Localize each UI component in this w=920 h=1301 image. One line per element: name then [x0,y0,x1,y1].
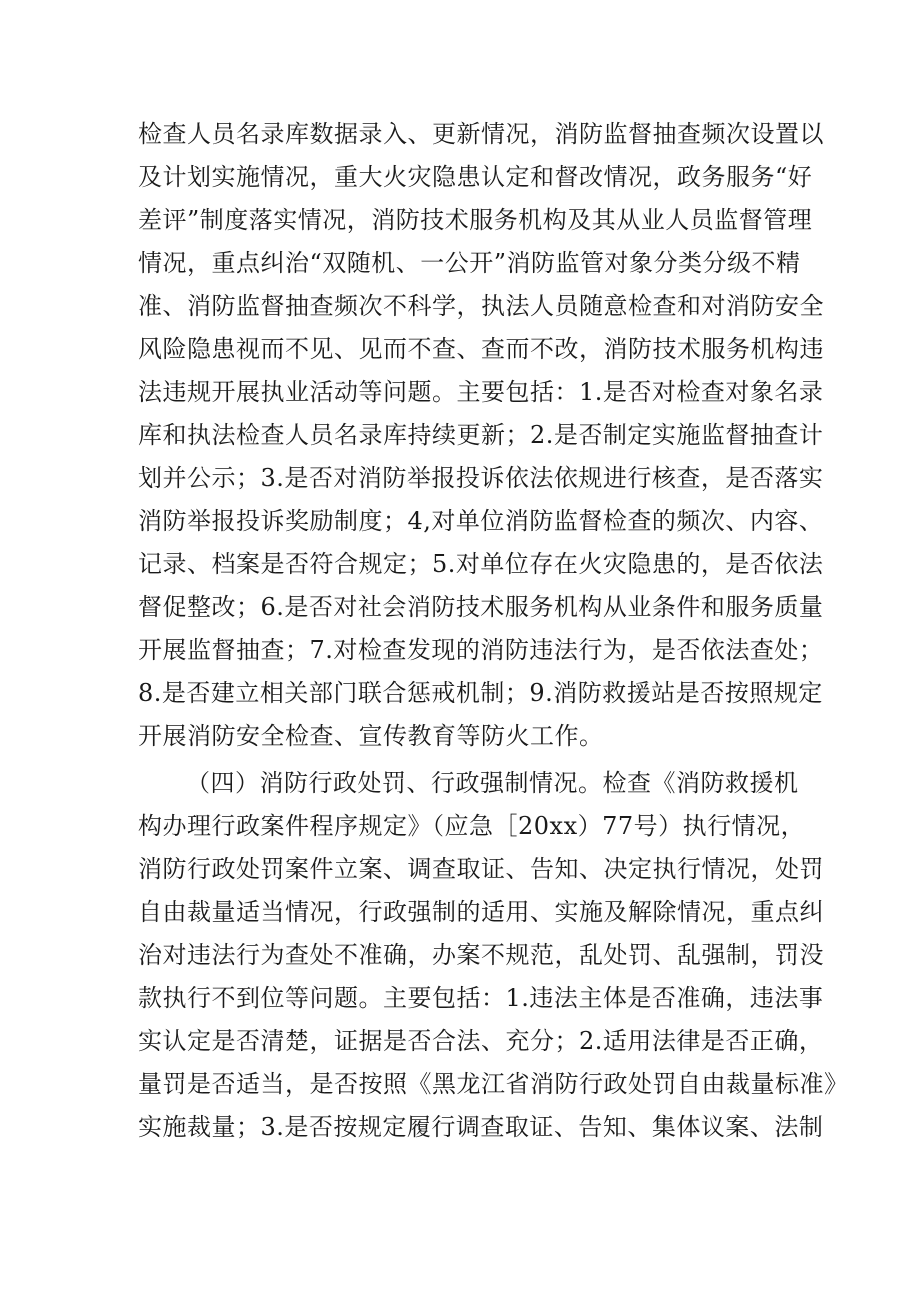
paragraph-line: 量罚是否适当，是否按照《黑龙江省消防行政处罚自由裁量标准》 [138,1070,849,1098]
paragraph-line: 差评”制度落实情况，消防技术服务机构及其从业人员监督管理 [138,206,813,234]
paragraph-line: 记录、档案是否符合规定；5.对单位存在火灾隐患的，是否依法 [138,550,824,578]
section-heading-line: （四）消防行政处罚、行政强制情况。检查《消防救援机 [186,769,799,797]
paragraph-line: 款执行不到位等问题。主要包括：1.违法主体是否准确，违法事 [138,984,824,1012]
paragraph-line: 库和执法检查人员名录库持续更新；2.是否制定实施监督抽查计 [138,421,824,449]
paragraph-line: 8.是否建立相关部门联合惩戒机制；9.消防救援站是否按照规定 [138,679,823,707]
paragraph-line: 实认定是否清楚，证据是否合法、充分；2.适用法律是否正确， [138,1027,824,1055]
paragraph-line: 准、消防监督抽查频次不科学，执法人员随意检查和对消防安全 [138,292,824,320]
paragraph-line: 开展监督抽查；7.对检查发现的消防违法行为，是否依法查处； [138,636,824,664]
paragraph-line: 情况，重点纠治“双随机、一公开”消防监管对象分类分级不精 [138,249,801,277]
paragraph-line: 消防行政处罚案件立案、调查取证、告知、决定执行情况，处罚 [138,855,824,883]
paragraph-line: 划并公示；3.是否对消防举报投诉依法依规进行核查，是否落实 [138,464,824,492]
paragraph-line: 构办理行政案件程序规定》（应急［20xx）77号）执行情况， [138,812,806,840]
paragraph-line: 督促整改；6.是否对社会消防技术服务机构从业条件和服务质量 [138,593,824,621]
paragraph-line: 自由裁量适当情况，行政强制的适用、实施及解除情况，重点纠 [138,898,824,926]
paragraph-line: 法违规开展执业活动等问题。主要包括：1.是否对检查对象名录 [138,378,824,406]
paragraph-line: 治对违法行为查处不准确，办案不规范，乱处罚、乱强制，罚没 [138,941,824,969]
paragraph-line: 消防举报投诉奖励制度；4,对单位消防监督检查的频次、内容、 [138,507,824,535]
paragraph-line: 开展消防安全检查、宣传教育等防火工作。 [138,722,604,750]
paragraph-line: 检查人员名录库数据录入、更新情况，消防监督抽查频次设置以 [138,120,824,148]
paragraph-line: 及计划实施情况，重大火灾隐患认定和督改情况，政务服务“好 [138,163,813,191]
paragraph-line: 风险隐患视而不见、见而不查、查而不改，消防技术服务机构违 [138,335,824,363]
paragraph-line: 实施裁量；3.是否按规定履行调查取证、告知、集体议案、法制 [138,1113,824,1141]
